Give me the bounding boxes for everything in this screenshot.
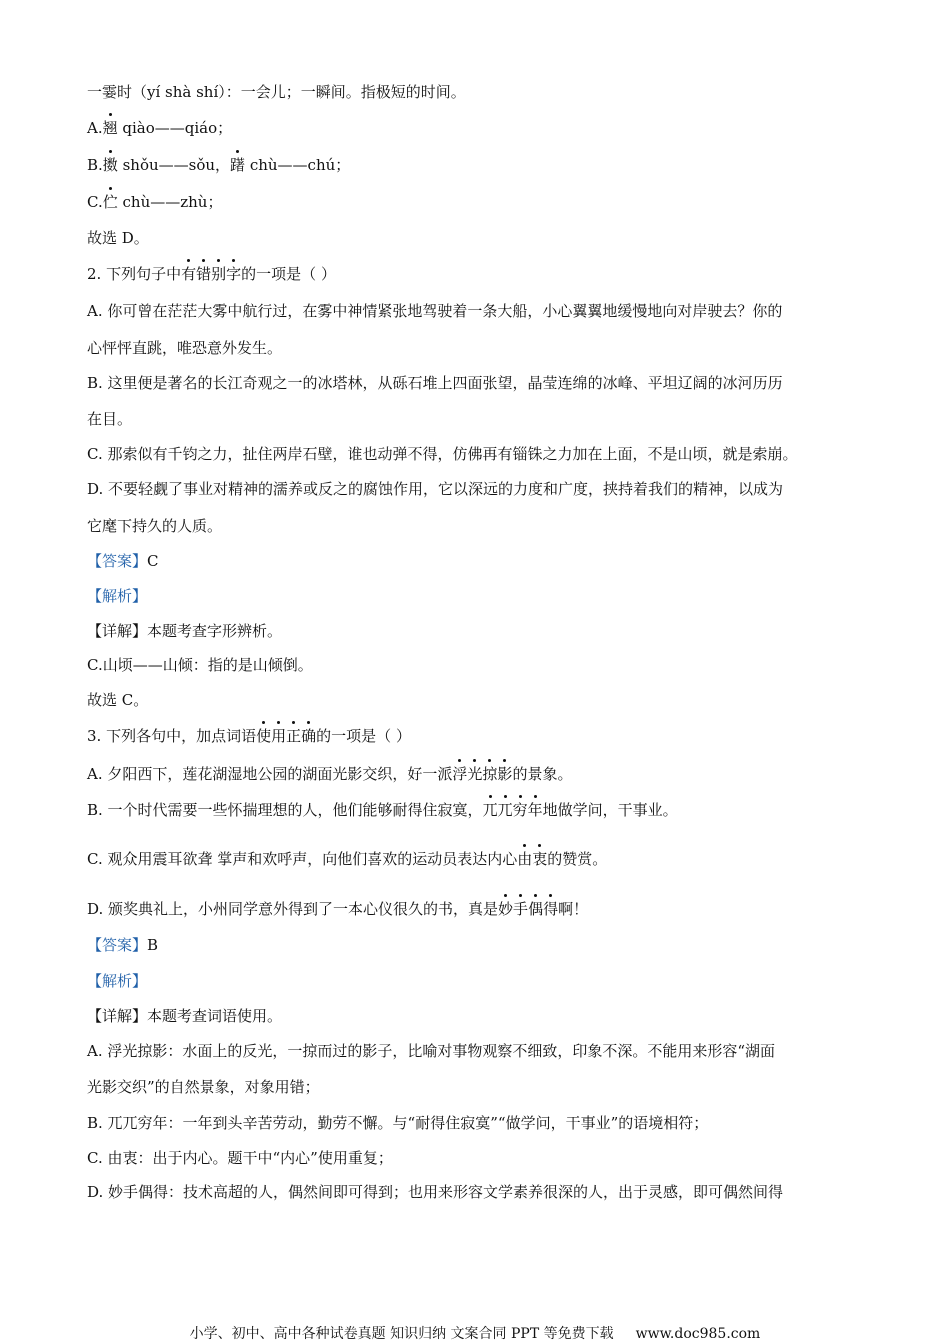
option-text: C. 观众用震耳欲聋 掌声和欢呼声，向他们喜欢的运动员表达内心 xyxy=(87,850,518,868)
question-2-answer xyxy=(87,551,159,571)
question-3-option-b xyxy=(87,800,678,820)
option-b-pinyin-correction xyxy=(87,155,350,175)
stem-text: 的一项是（ ） xyxy=(241,265,336,283)
option-prefix: B. xyxy=(87,156,103,174)
question-3-explain-c: C. 由衷：出于内心。题干中“内心”使用重复； xyxy=(87,1149,393,1167)
dotted-char: 掠 xyxy=(482,765,498,783)
dotted-char: 浮 xyxy=(452,765,468,783)
option-text: shǒu——sǒu， xyxy=(117,156,231,174)
question-2-option-b: B. 这里便是著名的长江奇观之一的冰塔林，从砾石堆上四面张望，晶莹连绵的冰峰、平坦辽阔的冰河历历 xyxy=(87,374,783,392)
question-2-option-b-cont: 在目。 xyxy=(87,410,133,428)
question-2-choose: 故选 C。 xyxy=(87,691,149,709)
question-3-option-d xyxy=(87,899,588,919)
dotted-char: 正 xyxy=(286,727,302,745)
question-2-detail: 【详解】本题考查字形辨析。 xyxy=(87,622,283,640)
dotted-char: 得 xyxy=(543,900,559,918)
question-2-option-d: D. 不要轻觑了事业对精神的濡养或反之的腐蚀作用，它以深远的力度和广度，挟持着我们的精神，以成为 xyxy=(87,480,784,498)
question-3-answer xyxy=(87,935,158,955)
dotted-char: 衷 xyxy=(532,850,548,868)
question-3-explain-a-cont: 光影交织”的自然景象，对象用错； xyxy=(87,1078,320,1096)
answer-value: B xyxy=(147,936,159,954)
question-3-explain-a: A. 浮光掠影：水面上的反光，一掠而过的影子，比喻对事物观察不细致，印象不深。不能用来形容“湖面 xyxy=(87,1042,776,1060)
dotted-char: 用 xyxy=(271,727,287,745)
option-text: qiào——qiáo； xyxy=(117,119,233,137)
question-2-option-a-cont: 心怦怦直跳，唯恐意外发生。 xyxy=(87,339,283,357)
dotted-char: 兀 xyxy=(482,801,498,819)
option-prefix: A. xyxy=(87,119,103,137)
question-3-explain-d: D. 妙手偶得：技术高超的人，偶然间即可得到；也用来形容文学素养很深的人，出于灵感，即可偶然间得 xyxy=(87,1183,784,1201)
option-text: 地做学问，干事业。 xyxy=(542,801,678,819)
dotted-char: 光 xyxy=(467,765,483,783)
dotted-char: 影 xyxy=(497,765,513,783)
question-2-analysis-tag: 【解析】 xyxy=(87,587,148,605)
stem-text: 下列各句中，加点词语 xyxy=(106,727,257,745)
dotted-char: 偶 xyxy=(528,900,544,918)
dotted-char: 别 xyxy=(211,265,227,283)
option-c-pinyin-correction xyxy=(87,192,222,212)
dotted-char: 伫 xyxy=(102,193,118,211)
dotted-char: 错 xyxy=(196,265,212,283)
answer-value: C xyxy=(147,552,159,570)
question-3-detail: 【详解】本题考查词语使用。 xyxy=(87,1007,283,1025)
question-3-stem xyxy=(87,726,411,746)
dotted-char: 有 xyxy=(181,265,197,283)
option-text: D. 颁奖典礼上，小州同学意外得到了一本心仪很久的书，真是 xyxy=(87,900,499,918)
question-number: 3. xyxy=(87,727,107,745)
dotted-char: 兀 xyxy=(497,801,513,819)
dotted-char: 翘 xyxy=(102,119,118,137)
dotted-char: 年 xyxy=(527,801,543,819)
option-text: chù——zhù； xyxy=(117,193,223,211)
dotted-char: 妙 xyxy=(498,900,514,918)
choice-conclusion: 故选 D。 xyxy=(87,229,149,247)
question-number: 2. xyxy=(87,265,107,283)
dotted-char: 手 xyxy=(513,900,529,918)
option-text: B. 一个时代需要一些怀揣理想的人，他们能够耐得住寂寞， xyxy=(87,801,483,819)
dotted-char: 穷 xyxy=(512,801,528,819)
answer-tag: 【答案】 xyxy=(87,552,148,570)
dotted-char: 使 xyxy=(256,727,272,745)
option-text: 啊！ xyxy=(558,900,589,918)
question-3-explain-b: B. 兀兀穷年：一年到头辛苦劳动，勤劳不懈。与“耐得住寂寞”“做学问，干事业”的语境相符； xyxy=(87,1114,709,1132)
question-2-detail-c: C.山顷——山倾：指的是山倾倒。 xyxy=(87,656,313,674)
option-text: chù——chú； xyxy=(245,156,351,174)
answer-tag: 【答案】 xyxy=(87,936,148,954)
footer-text: 小学、初中、高中各种试卷真题 知识归纳 文案合同 PPT 等免费下载 xyxy=(189,1326,614,1342)
question-2-option-c: C. 那索似有千钧之力，扯住两岸石壁，谁也动弹不得，仿佛再有锱铢之力加在上面，不是山顷，就是索崩。 xyxy=(87,445,798,463)
question-2-option-d-cont: 它麾下持久的人质。 xyxy=(87,517,223,535)
question-3-option-c xyxy=(87,849,607,869)
question-2-option-a: A. 你可曾在茫茫大雾中航行过，在雾中神情紧张地驾驶着一条大船，小心翼翼地缓慢地向对岸驶去？你的 xyxy=(87,302,783,320)
option-text: 的景象。 xyxy=(512,765,573,783)
question-3-analysis-tag: 【解析】 xyxy=(87,972,148,990)
dotted-char: 擞 xyxy=(102,156,118,174)
option-text: A. 夕阳西下，莲花湖湿地公园的湖面光影交织，好一派 xyxy=(87,765,453,783)
dotted-char: 字 xyxy=(226,265,242,283)
question-2-stem xyxy=(87,264,336,284)
dotted-char: 确 xyxy=(301,727,317,745)
stem-text: 的一项是（ ） xyxy=(316,727,411,745)
footer-url[interactable]: www.doc985.com xyxy=(635,1326,761,1342)
page-footer xyxy=(0,1324,950,1344)
dotted-char: 由 xyxy=(517,850,533,868)
stem-text: 下列句子中 xyxy=(106,265,182,283)
option-a-pinyin-correction xyxy=(87,118,232,138)
question-3-option-a xyxy=(87,764,572,784)
dotted-char: 躇 xyxy=(230,156,246,174)
option-text: 的赞赏。 xyxy=(547,850,608,868)
pinyin-definition-line: 一霎时（yí shà shí）：一会儿；一瞬间。指极短的时间。 xyxy=(87,83,466,101)
option-prefix: C. xyxy=(87,193,103,211)
